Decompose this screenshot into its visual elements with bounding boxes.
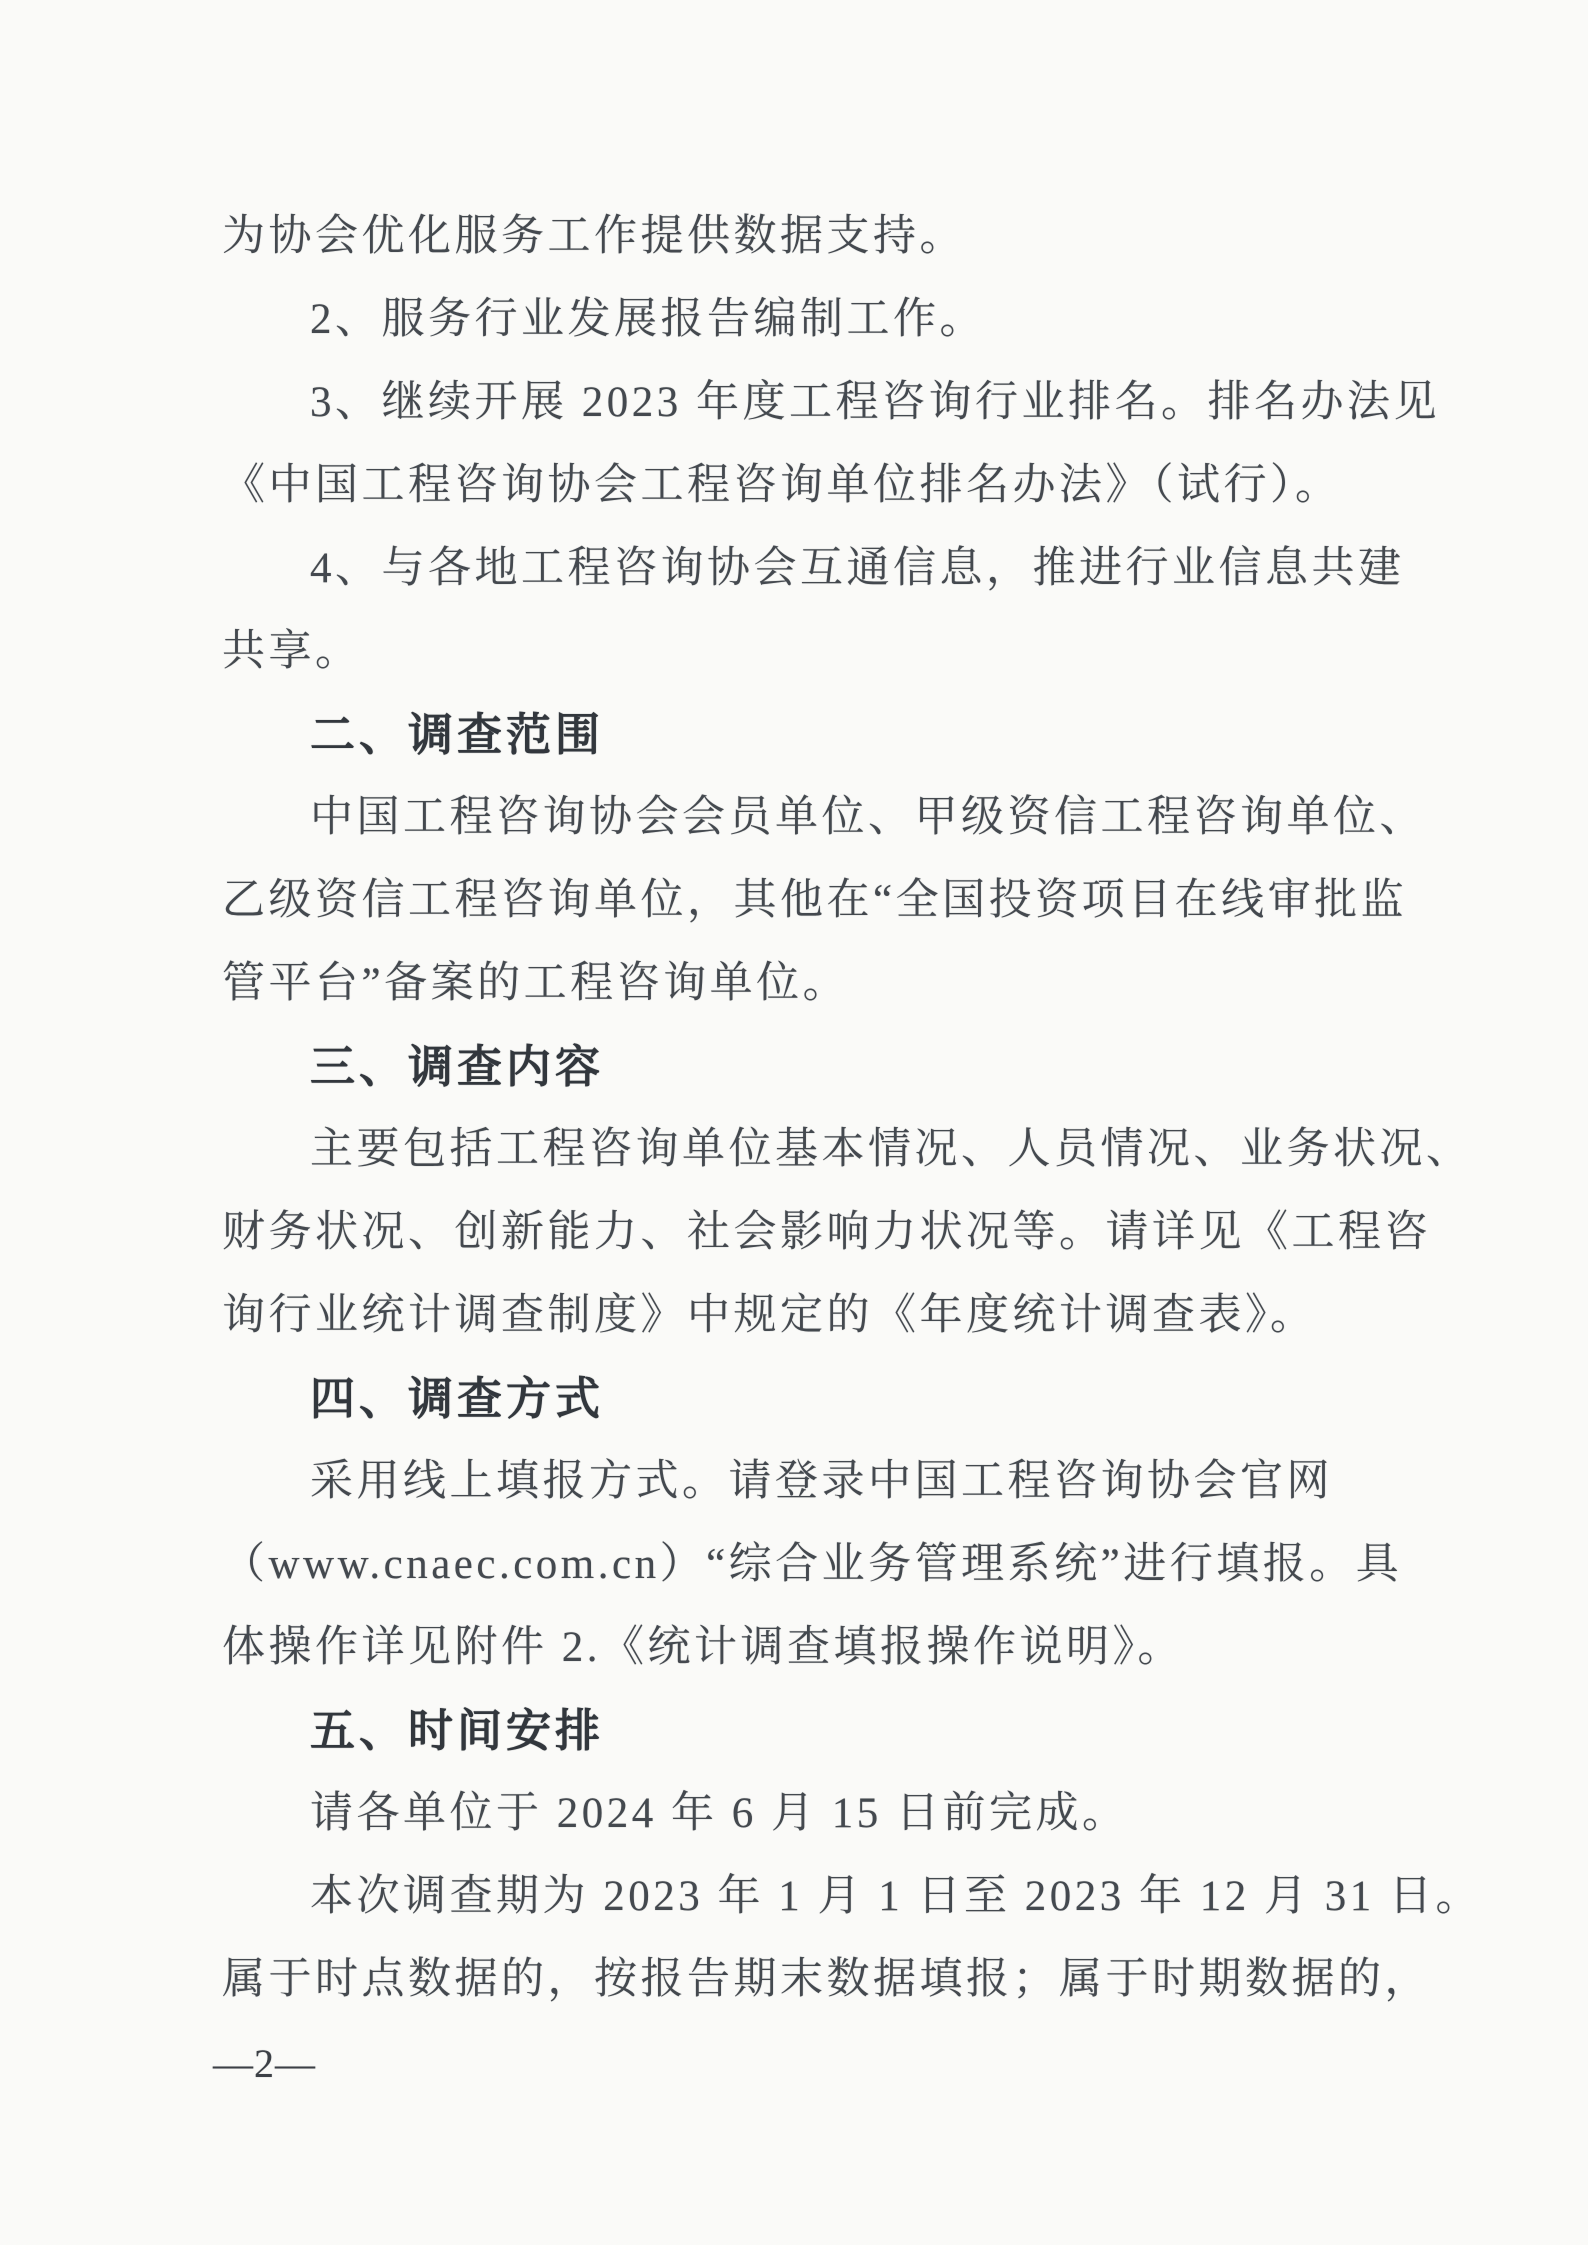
body-line: 体操作详见附件 2.《统计调查填报操作说明》。	[222, 1624, 1184, 1671]
body-line: 主要包括工程咨询单位基本情况、人员情况、业务状况、	[310, 1126, 1473, 1173]
page-number: —2—	[213, 2041, 316, 2086]
body-line: 乙级资信工程咨询单位，其他在“全国投资项目在线审批监	[222, 877, 1408, 924]
section-heading-schedule: 五、时间安排	[310, 1705, 605, 1756]
section-heading-scope: 二、调查范围	[310, 709, 605, 760]
body-line-numbered-item-2: 2、服务行业发展报告编制工作。	[310, 296, 986, 343]
body-line: 采用线上填报方式。请登录中国工程咨询协会官网	[310, 1458, 1333, 1505]
body-line-survey-period: 本次调查期为 2023 年 1 月 1 日至 2023 年 12 月 31 日。	[310, 1873, 1482, 1920]
body-line: 财务状况、创新能力、社会影响力状况等。请详见《工程咨	[222, 1209, 1431, 1256]
body-line: 中国工程咨询协会会员单位、甲级资信工程咨询单位、	[310, 794, 1426, 841]
body-line: 共享。	[222, 628, 362, 675]
body-line: 询行业统计调查制度》中规定的《年度统计调查表》。	[222, 1292, 1317, 1339]
body-line: 为协会优化服务工作提供数据支持。	[222, 213, 966, 260]
body-line-numbered-item-3: 3、继续开展 2023 年度工程咨询行业排名。排名办法见	[310, 379, 1440, 426]
section-heading-content: 三、调查内容	[310, 1041, 605, 1092]
body-line-numbered-item-4: 4、与各地工程咨询协会互通信息，推进行业信息共建	[310, 545, 1405, 592]
body-line-website-url: （www.cnaec.com.cn）“综合业务管理系统”进行填报。具	[222, 1541, 1403, 1588]
section-heading-method: 四、调查方式	[310, 1373, 605, 1424]
body-line: 《中国工程咨询协会工程咨询单位排名办法》（试行）。	[222, 462, 1342, 509]
body-line: 属于时点数据的，按报告期末数据填报；属于时期数据的，	[222, 1956, 1431, 2003]
body-line: 管平台”备案的工程咨询单位。	[222, 960, 850, 1007]
body-line-deadline: 请各单位于 2024 年 6 月 15 日前完成。	[310, 1790, 1129, 1837]
document-body	[222, 195, 1482, 2021]
